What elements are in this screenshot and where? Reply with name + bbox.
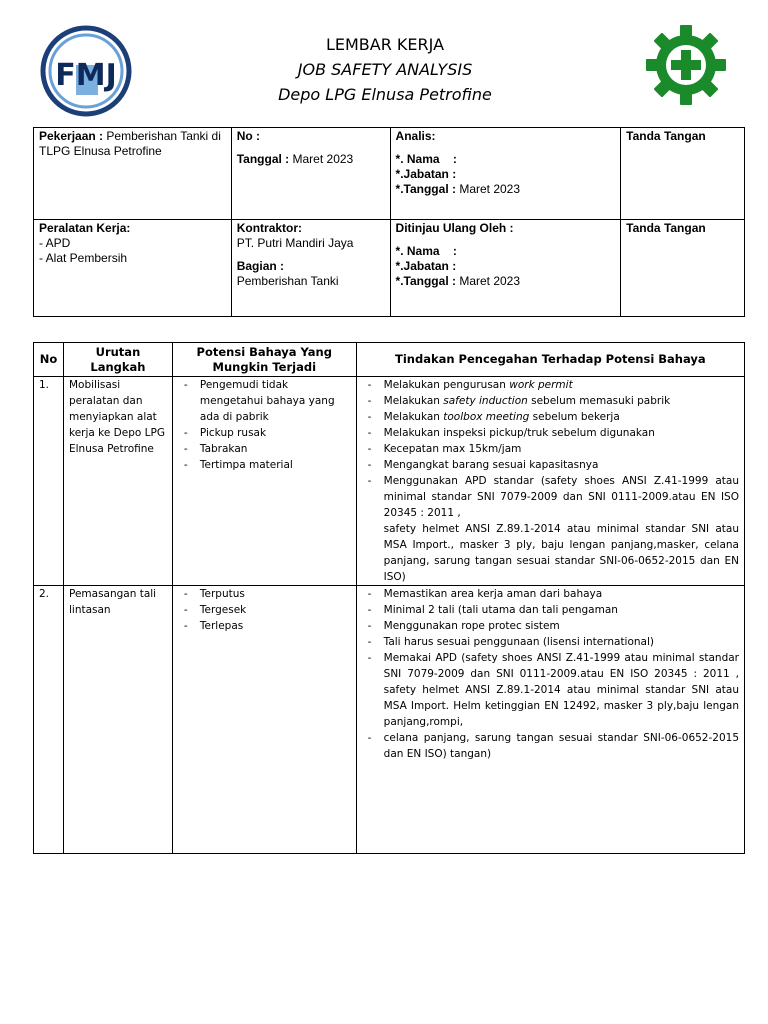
no-label: No : xyxy=(236,129,261,143)
peralatan-label: Peralatan Kerja: xyxy=(39,221,131,235)
document-header xyxy=(0,0,768,120)
action-item: - celana panjang, sarung tangan sesuai standar SNI-06-0652-2015 dan EN ISO) tangan) xyxy=(362,730,739,762)
ttd2-label: Tanda Tangan xyxy=(626,221,706,235)
action-item: - Tali harus sesuai penggunaan (lisensi international) xyxy=(362,634,739,650)
kontraktor-value: PT. Putri Mandiri Jaya xyxy=(236,236,354,250)
hazard-item: - Terlepas xyxy=(178,618,351,634)
title-line-2: JOB SAFETY ANALYSIS xyxy=(297,60,473,79)
document-title xyxy=(200,32,570,107)
peralatan-item: - Alat Pembersih xyxy=(39,251,128,265)
pekerjaan-value: Pemberishan Tanki di TLPG Elnusa Petrofine xyxy=(39,129,221,158)
no-tanggal-cell xyxy=(231,128,390,220)
ditinjau-label: Ditinjau Ulang Oleh : xyxy=(395,221,514,235)
info-row-2 xyxy=(34,220,745,317)
jabatan-label: *.Jabatan : xyxy=(395,167,457,181)
action-item: - Melakukan pengurusan work permit xyxy=(362,377,739,393)
row-step: Pemasangan tali lintasan xyxy=(63,586,172,854)
row-step: Mobilisasi peralatan dan menyiapkan alat kerja ke Depo LPG Elnusa Petrofine xyxy=(63,377,172,586)
row-actions xyxy=(356,377,744,586)
col-header-urutan: Urutan Langkah xyxy=(63,343,172,377)
row-actions xyxy=(356,586,744,854)
action-item: - Menggunakan APD standar (safety shoes ANSI Z.41-1999 atau minimal standar SNI 7079-2009 dan SNI 0111-2009.atau EN ISO 20345 : 2011 , safety helmet ANSI Z.89.1-2014 atau minimal standar SNI atau MSA Import., masker 3 ply, baju lengan panjang,masker, celana panjang, sarung tangan sesuai standar SNI-06-0652-2015 dan EN ISO) xyxy=(362,473,739,585)
action-item: - Minimal 2 tali (tali utama dan tali pengaman xyxy=(362,602,739,618)
info-table xyxy=(33,127,745,317)
action-item: - Menggunakan rope protec sistem xyxy=(362,618,739,634)
row-hazards xyxy=(172,586,356,854)
peralatan-cell xyxy=(34,220,232,317)
table-row xyxy=(34,377,745,586)
bagian-value: Pemberishan Tanki xyxy=(236,274,339,288)
hazard-item: - Tertimpa material xyxy=(178,457,351,473)
peralatan-item: - APD xyxy=(39,236,71,250)
analis-label: Analis: xyxy=(395,129,436,143)
col-header-tindakan: Tindakan Pencegahan Terhadap Potensi Bahaya xyxy=(356,343,744,377)
col-header-no: No xyxy=(34,343,64,377)
kontraktor-cell xyxy=(231,220,390,317)
pekerjaan-label: Pekerjaan : xyxy=(39,129,104,143)
analis-cell xyxy=(390,128,621,220)
action-item: - Memakai APD (safety shoes ANSI Z.41-1999 atau minimal standar SNI 7079-2009 dan SNI 0111-2009.atau EN ISO 20345 : 2011 , safety helmet ANSI Z.89.1-2014 atau minimal standar SNI atau MSA Import. Helm ketinggian EN 12492, masker 3 ply,baju lengan panjang,rompi, xyxy=(362,650,739,730)
tanggal3-label: *.Tanggal : xyxy=(395,274,456,288)
ttd2-cell xyxy=(621,220,745,317)
hazard-item: - Tergesek xyxy=(178,602,351,618)
action-item: - Mengangkat barang sesuai kapasitasnya xyxy=(362,457,739,473)
title-line-3: Depo LPG Elnusa Petrofine xyxy=(278,85,492,104)
ttd-label: Tanda Tangan xyxy=(626,129,706,143)
pekerjaan-cell xyxy=(34,128,232,220)
hazard-item: - Terputus xyxy=(178,586,351,602)
kontraktor-label: Kontraktor: xyxy=(236,221,303,235)
fmj-logo-text: FMJ xyxy=(55,58,117,93)
ttd-cell xyxy=(621,128,745,220)
tanggal-label: Tanggal : xyxy=(236,152,290,166)
hazard-item: - Tabrakan xyxy=(178,441,351,457)
jabatan2-label: *.Jabatan : xyxy=(395,259,457,273)
jsa-table xyxy=(33,342,745,854)
row-hazards xyxy=(172,377,356,586)
title-line-1: LEMBAR KERJA xyxy=(325,35,445,54)
row-no: 1. xyxy=(34,377,64,586)
fmj-logo xyxy=(40,25,132,117)
action-item: - Memastikan area kerja aman dari bahaya xyxy=(362,586,739,602)
nama2-label: *. Nama : xyxy=(395,244,457,258)
nama-label: *. Nama : xyxy=(395,152,457,166)
col-header-potensi: Potensi Bahaya Yang Mungkin Terjadi xyxy=(172,343,356,377)
hazard-item: - Pickup rusak xyxy=(178,425,351,441)
bagian-label: Bagian : xyxy=(236,259,285,273)
action-item: - Melakukan toolbox meeting sebelum bekerja xyxy=(362,409,739,425)
k3-gear-cross-icon xyxy=(645,24,727,106)
tanggal2-label: *.Tanggal : xyxy=(395,182,456,196)
table-row xyxy=(34,586,745,854)
tanggal3-value: Maret 2023 xyxy=(459,274,521,288)
row-no: 2. xyxy=(34,586,64,854)
action-item: - Kecepatan max 15km/jam xyxy=(362,441,739,457)
action-item: - Melakukan safety induction sebelum memasuki pabrik xyxy=(362,393,739,409)
info-row-1 xyxy=(34,128,745,220)
tanggal-value: Maret 2023 xyxy=(292,152,354,166)
action-item: - Melakukan inspeksi pickup/truk sebelum digunakan xyxy=(362,425,739,441)
tanggal2-value: Maret 2023 xyxy=(459,182,521,196)
action-continuation: safety helmet ANSI Z.89.1-2014 atau minimal standar SNI atau MSA Import., masker 3 ply, baju lengan panjang,masker, celana panjang, sarung tangan sesuai standar SNI-06-0652-2015 dan EN ISO) xyxy=(383,523,739,583)
hazard-item: - Pengemudi tidak mengetahui bahaya yang ada di pabrik xyxy=(178,377,351,425)
jsa-header-row xyxy=(34,343,745,377)
ditinjau-cell xyxy=(390,220,621,317)
